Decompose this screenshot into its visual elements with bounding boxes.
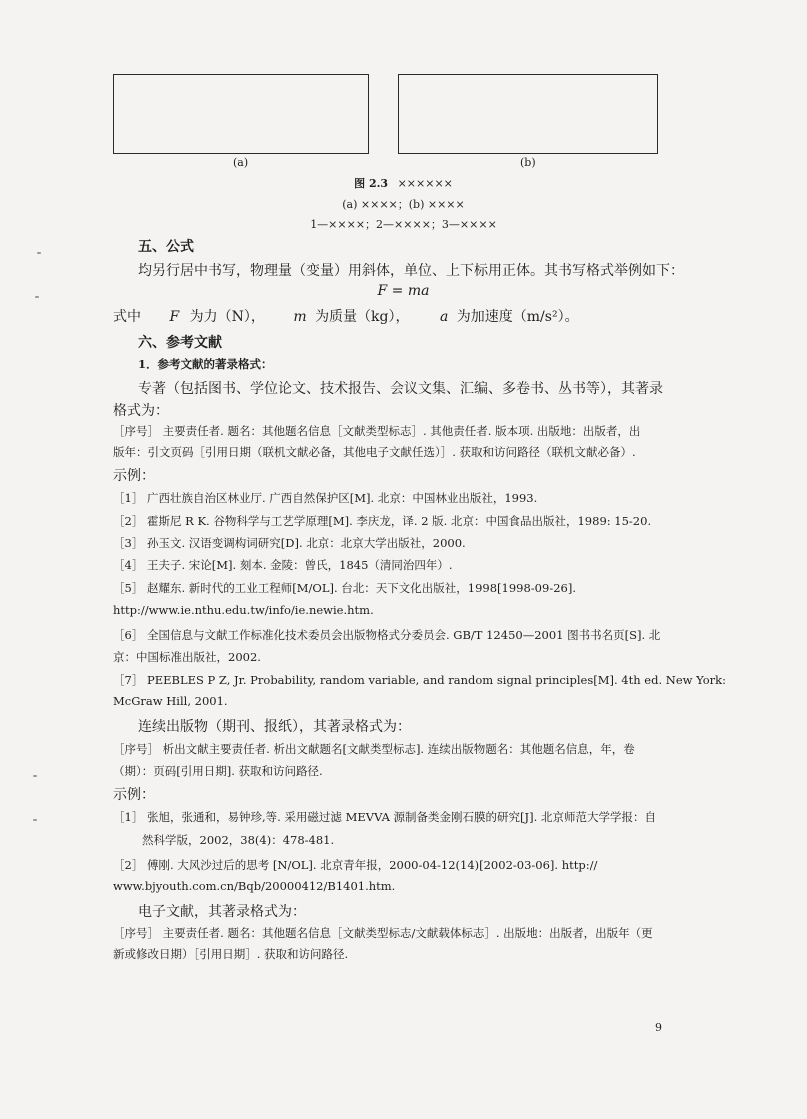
serial-ref-1-cont: 然科学版，2002，38(4)：478-481. — [142, 833, 335, 847]
panel-a-label: (a) — [233, 156, 249, 169]
var-f: F — [169, 309, 180, 325]
book-ref-5: ［5］ 赵耀东. 新时代的工业工程师[M/OL]. 台北：天下文化出版社，1998[1998-09-26]. — [113, 581, 576, 595]
book-ref-1: ［1］ 广西壮族自治区林业厅. 广西自然保护区[M]. 北京：中国林业出版社，1993. — [113, 491, 538, 505]
var-f-desc: 为力（N）， — [189, 309, 265, 325]
book-format-line-2: 版年：引文页码［引用日期（联机文献必备，其他电子文献任选）］. 获取和访问路径（联机文献必备）. — [113, 445, 636, 459]
scan-speck — [33, 819, 37, 821]
section-heading-formula: 五、公式 — [138, 239, 194, 255]
section-heading-references: 六、参考文献 — [138, 335, 222, 351]
book-ref-2: ［2］ 霍斯尼 R K. 谷物科学与工艺学原理[M]. 李庆龙，译. 2 版. 北京：中国食品出版社，1989: 15-20. — [113, 514, 652, 528]
electronic-format-line-1: ［序号］ 主要责任者. 题名：其他题名信息［文献类型标志/文献载体标志］. 出版地：出版者，出版年（更 — [113, 926, 653, 940]
serial-ref-2: ［2］ 傅刚. 大风沙过后的思考 [N/OL]. 北京青年报，2000-04-12(14)[2002-03-06]. http:// — [113, 858, 598, 872]
var-a: a — [439, 309, 449, 325]
formula-where-line — [113, 306, 579, 326]
scan-speck — [33, 775, 37, 777]
var-a-desc: 为加速度（m/s²）。 — [456, 309, 579, 325]
serial-ref-2-url: www.bjyouth.com.cn/Bqb/20000412/B1401.htm. — [113, 879, 396, 893]
reference-format-subheading: 1．参考文献的著录格式： — [138, 357, 273, 371]
caption-number: 图 2.3 — [354, 177, 389, 190]
figure-caption — [0, 175, 807, 191]
book-intro-line-2: 格式为： — [113, 403, 169, 419]
where-prefix: 式中 — [113, 309, 141, 325]
page-number: 9 — [655, 1021, 662, 1034]
book-ref-5-url: http://www.ie.nthu.edu.tw/info/ie.newie.htm. — [113, 603, 374, 617]
serial-format-line-2: （期）：页码[引用日期]. 获取和访问路径. — [113, 764, 323, 778]
var-m: m — [293, 309, 307, 325]
formula-description: 均另行居中书写，物理量（变量）用斜体，单位、上下标用正体。其书写格式举例如下： — [138, 263, 684, 279]
book-intro-line-1: 专著（包括图书、学位论文、技术报告、会议文集、汇编、多卷书、丛书等），其著录 — [138, 381, 663, 397]
figure-subcaption-1: (a) ××××；(b) ×××× — [342, 198, 465, 211]
electronic-format-line-2: 新或修改日期）［引用日期］. 获取和访问路径. — [113, 947, 349, 961]
serial-intro: 连续出版物（期刊、报纸），其著录格式为： — [138, 719, 411, 735]
serial-ref-1: ［1］ 张旭，张通和，易钟珍,等. 采用磁过滤 MEVVA 源制备类金刚石膜的研究[J]. 北京师范大学学报：自 — [113, 810, 656, 824]
panel-b-label: (b) — [520, 156, 536, 169]
electronic-intro: 电子文献，其著录格式为： — [138, 904, 306, 920]
figure-panel-a — [113, 74, 369, 154]
scan-speck — [35, 296, 39, 298]
caption-text: ×××××× — [397, 177, 453, 190]
serial-format-line-1: ［序号］ 析出文献主要责任者. 析出文献题名[文献类型标志]. 连续出版物题名：其他题名信息，年，卷 — [113, 742, 635, 756]
book-ref-4: ［4］ 王夫子. 宋论[M]. 刻本. 金陵：曾氏，1845（清同治四年）. — [113, 558, 453, 572]
formula-example: F = ma — [377, 283, 430, 299]
book-ref-3: ［3］ 孙玉文. 汉语变调构词研究[D]. 北京：北京大学出版社，2000. — [113, 536, 466, 550]
scan-speck — [37, 252, 41, 254]
book-ref-6-cont: 京：中国标准出版社，2002. — [113, 650, 261, 664]
figure-panel-b — [398, 74, 658, 154]
var-m-desc: 为质量（kg）， — [315, 309, 410, 325]
example-label-1: 示例： — [113, 468, 155, 484]
figure-subcaption-2: 1—××××；2—××××；3—×××× — [310, 218, 497, 231]
example-label-2: 示例： — [113, 787, 155, 803]
book-ref-7: ［7］ PEEBLES P Z, Jr. Probability, random variable, and random signal principles[M]. 4th ed. New York: — [113, 673, 726, 687]
book-ref-6: ［6］ 全国信息与文献工作标准化技术委员会出版物格式分委员会. GB/T 12450—2001 图书书名页[S]. 北 — [113, 628, 661, 642]
book-format-line-1: ［序号］ 主要责任者. 题名：其他题名信息［文献类型标志］. 其他责任者. 版本项. 出版地：出版者，出 — [113, 424, 641, 438]
book-ref-7-cont: McGraw Hill, 2001. — [113, 694, 228, 708]
